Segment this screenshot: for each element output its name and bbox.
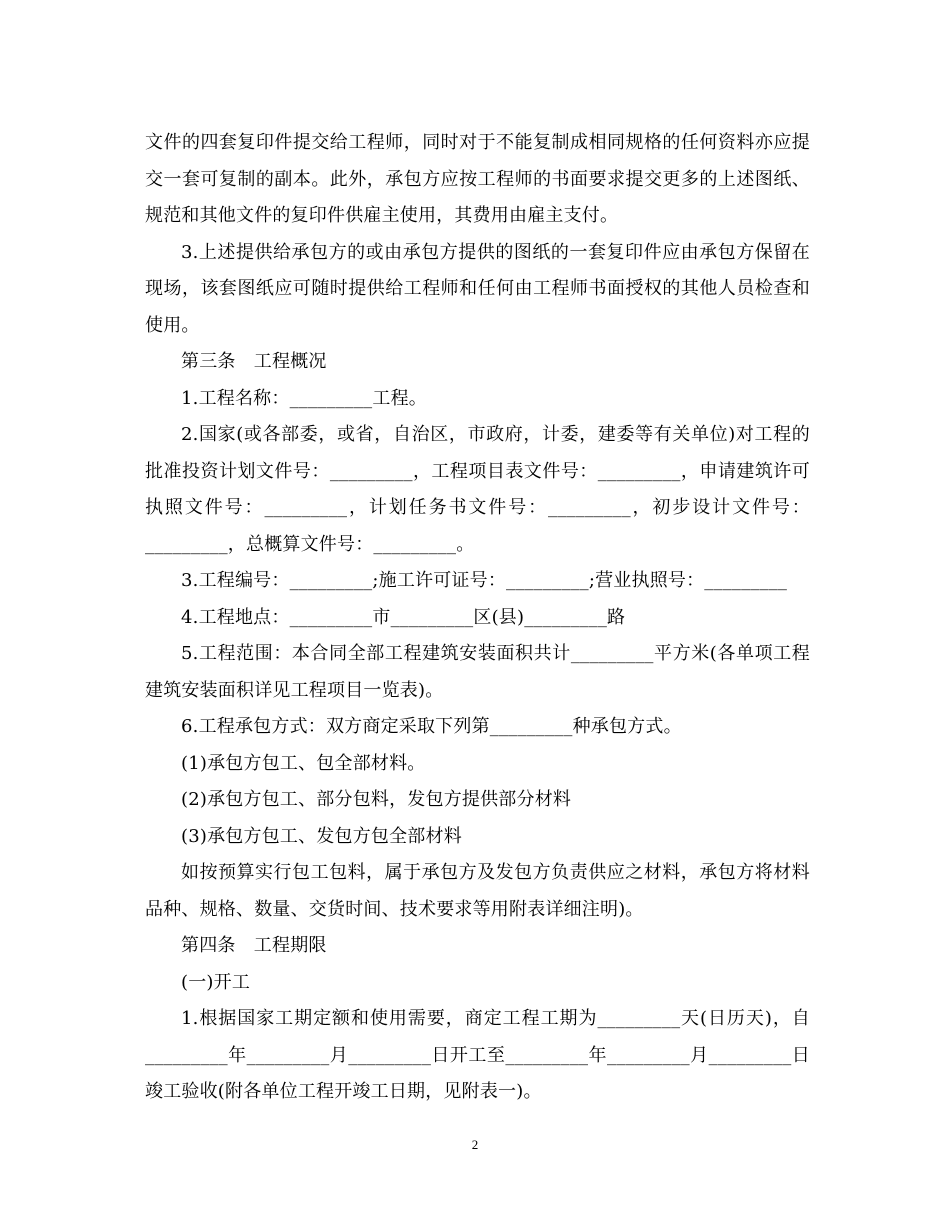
paragraph: 2.国家(或各部委，或省，自治区，市政府，计委，建委等有关单位)对工程的批准投资计划文件号：_________，工程项目表文件号：_________，申请建筑许可执照文件号：_________，计划任务书文件号：_________，初步设计文件号：_________，总概算文件号：_________。 — [145, 424, 810, 555]
section-heading: 第四条 工程期限 — [181, 935, 327, 956]
paragraph: 3.上述提供给承包方的或由承包方提供的图纸的一套复印件应由承包方保留在现场，该套图纸应可随时提供给工程师和任何由工程师书面授权的其他人员检查和使用。 — [145, 241, 810, 336]
paragraph: 5.工程范围：本合同全部工程建筑安装面积共计_________平方米(各单项工程建筑安装面积详见工程项目一览表)。 — [145, 643, 810, 701]
section-heading: 第三条 工程概况 — [181, 351, 327, 372]
list-item: (2)承包方包工、部分包料，发包方提供部分材料 — [181, 789, 572, 810]
paragraph: 1.根据国家工期定额和使用需要，商定工程工期为_________天(日历天)，自_________年_________月_________日开工至_________年_________月_________日竣工验收(附各单位工程开竣工日期，见附表一)。 — [145, 1008, 810, 1102]
paragraph: 4.工程地点：_________市_________区(县)_________路 — [181, 606, 626, 628]
page-number: 2 — [471, 1137, 479, 1152]
document-body — [145, 125, 810, 1111]
paragraph: 6.工程承包方式：双方商定采取下列第_________种承包方式。 — [181, 716, 682, 737]
paragraph: 3.工程编号：_________;施工许可证号：_________;营业执照号：_________ — [181, 570, 788, 591]
subsection-heading: (一)开工 — [181, 971, 251, 993]
paragraph: 1.工程名称：_________工程。 — [181, 387, 427, 409]
paragraph: 如按预算实行包工包料，属于承包方及发包方负责供应之材料，承包方将材料品种、规格、数量、交货时间、技术要求等用附表详细注明)。 — [145, 862, 810, 920]
list-item: (3)承包方包工、发包方包全部材料 — [181, 825, 462, 847]
list-item: (1)承包方包工、包全部材料。 — [181, 752, 426, 774]
paragraph: 文件的四套复印件提交给工程师，同时对于不能复制成相同规格的任何资料亦应提交一套可复制的副本。此外，承包方应按工程师的书面要求提交更多的上述图纸、规范和其他文件的复印件供雇主使用，其费用由雇主支付。 — [145, 132, 810, 226]
